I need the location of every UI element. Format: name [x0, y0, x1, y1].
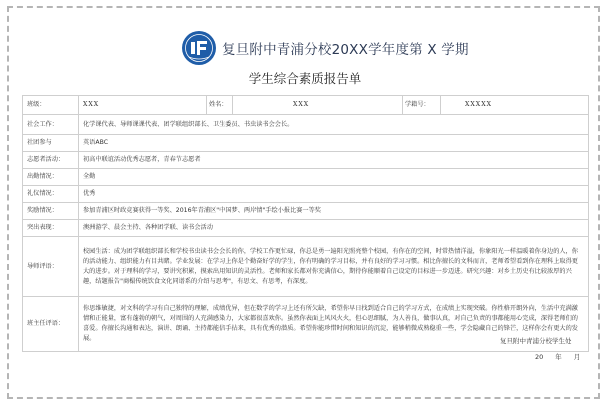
table-row [23, 237, 589, 297]
class-label: 班级： [23, 96, 79, 115]
date-month-unit: 月 [573, 353, 581, 361]
row-value: 初高中联谊活动优秀志愿者，青春节志愿者 [79, 152, 589, 169]
row-label: 礼仪情况： [23, 186, 79, 203]
row-label: 导师评语： [23, 237, 79, 297]
table-row [23, 186, 589, 203]
table-row [23, 169, 589, 186]
row-label: 出勤情况： [23, 169, 79, 186]
table-row [23, 203, 589, 220]
row-label: 志愿者活动： [23, 152, 79, 169]
row-label: 奖励情况： [23, 203, 79, 220]
id-value: XXXXX [441, 96, 589, 115]
school-logo-icon [181, 30, 217, 66]
row-value: 澳洲游学、晨会主持、各种团学联、读书会活动 [79, 220, 589, 237]
row-value: 参加青浦区时政竞赛获得一等奖、2016年青浦区"中国梦、两岸情"手绘小报比赛一等奖 [79, 203, 589, 220]
mentor-comment: 校园生活：成为团学联组织部长和学校书虫读书会会长的你，学校工作更忙碌，你总是勇一遍阳光照亮整个校园，有你在的空间，时常热情洋溢，你象阳光一样温暖着你身边的人，你的活动能力、组织能力有目共睹。学业发展：在学习上你是个勤奋好学的学生，你有明确的学习目标，并有良好的学习习惯。相比你擅长的文科而言，老师希望看到你在理科上取得更大的进步。对于理科的学习，要讲究积累，摸索出用知识的灵活性。老师和家长都对你充满信心，期待你能顺着自己设定的目标进一步迈进。研究兴趣：对乡土历史有比较浓厚的兴趣，结题报告"商榻传统饮食文化同谱系的介绍与思考"，有思文、有思考，有深度。 [79, 237, 589, 297]
date-line [535, 352, 592, 361]
date-year-unit: 年 [555, 353, 562, 361]
table-row [23, 135, 589, 152]
class-value: XXX [79, 96, 207, 115]
row-label: 突出表现： [23, 220, 79, 237]
table-row [23, 115, 589, 135]
report-table [22, 95, 589, 352]
date-year: 20 [535, 353, 544, 361]
table-row [23, 96, 589, 115]
row-value: 优秀 [79, 186, 589, 203]
signature: 复旦附中青浦分校学生处 [500, 337, 572, 345]
row-label: 社团参与 [23, 135, 79, 152]
school-name: 复旦附中青浦分校20XX学年度第 X 学期 [222, 42, 469, 58]
id-label: 学籍号： [403, 96, 441, 115]
name-label: 姓名： [207, 96, 233, 115]
name-value: XXX [233, 96, 403, 115]
table-row [23, 220, 589, 237]
row-value: 英语ABC [79, 135, 589, 152]
table-row [23, 152, 589, 169]
report-title: 学生综合素质报告单 [248, 71, 362, 86]
row-label: 班主任评语： [23, 297, 79, 352]
teacher-comment: 你思维敏捷，对文科的学习有自己独特的理解，成绩优异，但在数学的学习上还有所欠缺，希望你早日找到适合自己的学习方式，在成绩上实现突破。你性格开朗外向，生活中充满激情和正能量，富有蓬勃的朝气，对周围的人充满感染力，大家都很喜欢你。虽然你表面上风风火火，但心思细腻，为人善良，做事认真，对自己负责的事都能用心完成，深得老师们的喜爱。你擅长沟通和表达，演讲、朗诵、主持都能信手拈来，具有优秀的潜质。希望你能珍惜时间和知识的沉淀，能够稍微成熟稳重一些，学会隐藏自己的锋芒，这样你会有更大的发展。 [79, 297, 589, 352]
row-value: 化学课代表、导师课课代表、团学联组织部长、卫生委员、书虫读书会会长。 [79, 115, 589, 135]
row-value: 全勤 [79, 169, 589, 186]
row-label: 社会工作： [23, 115, 79, 135]
